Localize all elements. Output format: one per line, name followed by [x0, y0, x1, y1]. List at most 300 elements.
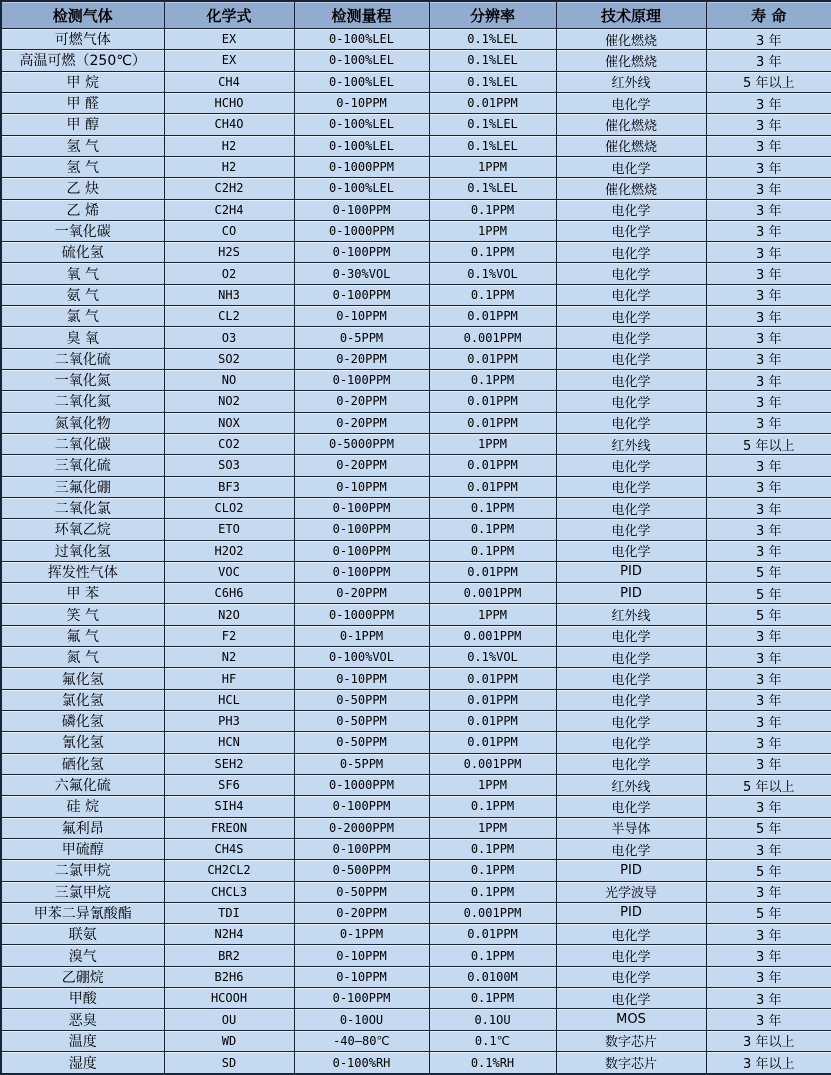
- cell-range: 0-50PPM: [294, 689, 429, 710]
- cell-range: 0-100%VOL: [294, 647, 429, 668]
- cell-range: 0-100PPM: [294, 561, 429, 582]
- cell-life: 3 年: [706, 348, 831, 369]
- cell-principle: 电化学: [556, 92, 706, 113]
- cell-principle: PID: [556, 583, 706, 604]
- cell-gas: 高温可燃（250℃）: [1, 50, 164, 71]
- cell-formula: N2H4: [164, 924, 294, 945]
- cell-principle: 红外线: [556, 774, 706, 795]
- cell-range: 0-100PPM: [294, 838, 429, 859]
- cell-formula: HCHO: [164, 92, 294, 113]
- cell-formula: WD: [164, 1030, 294, 1051]
- cell-life: 3 年: [706, 263, 831, 284]
- table-row: [1, 242, 831, 263]
- table-row: [1, 306, 831, 327]
- cell-gas: 联氨: [1, 924, 164, 945]
- cell-gas: 六氟化硫: [1, 774, 164, 795]
- cell-range: 0-100PPM: [294, 497, 429, 518]
- cell-life: 3 年: [706, 540, 831, 561]
- cell-principle: 电化学: [556, 497, 706, 518]
- cell-gas: 甲苯二异氰酸酯: [1, 902, 164, 923]
- cell-gas: 氮 气: [1, 647, 164, 668]
- cell-range: 0-100%LEL: [294, 178, 429, 199]
- table-row: [1, 391, 831, 412]
- cell-gas: 氯化氢: [1, 689, 164, 710]
- cell-range: 0-1PPM: [294, 924, 429, 945]
- cell-formula: VOC: [164, 561, 294, 582]
- cell-resolution: 0.1PPM: [429, 284, 556, 305]
- table-row: [1, 114, 831, 135]
- cell-formula: CL2: [164, 306, 294, 327]
- cell-principle: 电化学: [556, 348, 706, 369]
- cell-range: 0-1000PPM: [294, 774, 429, 795]
- table-row: [1, 711, 831, 732]
- cell-principle: 电化学: [556, 412, 706, 433]
- table-row: [1, 199, 831, 220]
- table-row: [1, 988, 831, 1009]
- cell-gas: 甲 醛: [1, 92, 164, 113]
- cell-principle: 电化学: [556, 924, 706, 945]
- cell-resolution: 1PPM: [429, 604, 556, 625]
- cell-formula: HCL: [164, 689, 294, 710]
- cell-gas: 温度: [1, 1030, 164, 1051]
- cell-formula: CH4: [164, 71, 294, 92]
- column-header-gas: 检测气体: [1, 1, 164, 29]
- cell-resolution: 0.1PPM: [429, 881, 556, 902]
- cell-formula: CO2: [164, 433, 294, 454]
- cell-principle: 电化学: [556, 199, 706, 220]
- cell-formula: CH4O: [164, 114, 294, 135]
- table-row: [1, 625, 831, 646]
- cell-formula: BR2: [164, 945, 294, 966]
- cell-principle: 电化学: [556, 732, 706, 753]
- cell-resolution: 1PPM: [429, 156, 556, 177]
- cell-range: 0-20PPM: [294, 455, 429, 476]
- table-row: [1, 647, 831, 668]
- cell-principle: 红外线: [556, 433, 706, 454]
- table-row: [1, 1009, 831, 1030]
- cell-formula: NOX: [164, 412, 294, 433]
- cell-formula: SIH4: [164, 796, 294, 817]
- table-row: [1, 838, 831, 859]
- table-row: [1, 284, 831, 305]
- cell-formula: TDI: [164, 902, 294, 923]
- cell-gas: 硅 烷: [1, 796, 164, 817]
- cell-range: 0-1PPM: [294, 625, 429, 646]
- cell-gas: 氟化氢: [1, 668, 164, 689]
- cell-life: 3 年: [706, 156, 831, 177]
- cell-life: 5 年以上: [706, 71, 831, 92]
- cell-resolution: 0.001PPM: [429, 583, 556, 604]
- header-row: [1, 1, 831, 29]
- table-row: [1, 604, 831, 625]
- cell-formula: O2: [164, 263, 294, 284]
- cell-life: 5 年: [706, 583, 831, 604]
- cell-formula: HCN: [164, 732, 294, 753]
- cell-life: 3 年: [706, 689, 831, 710]
- cell-formula: HCOOH: [164, 988, 294, 1009]
- cell-formula: F2: [164, 625, 294, 646]
- table-row: [1, 29, 831, 50]
- cell-life: 5 年: [706, 561, 831, 582]
- table-row: [1, 540, 831, 561]
- cell-principle: 催化燃烧: [556, 50, 706, 71]
- cell-life: 3 年: [706, 455, 831, 476]
- table-row: [1, 860, 831, 881]
- cell-life: 3 年: [706, 29, 831, 50]
- cell-gas: 三氯甲烷: [1, 881, 164, 902]
- cell-resolution: 0.0100M: [429, 966, 556, 987]
- cell-gas: 二氧化氮: [1, 391, 164, 412]
- table-row: [1, 327, 831, 348]
- cell-range: 0-100%LEL: [294, 50, 429, 71]
- cell-range: 0-20PPM: [294, 902, 429, 923]
- cell-resolution: 0.01PPM: [429, 732, 556, 753]
- cell-resolution: 0.1%LEL: [429, 50, 556, 71]
- table-row: [1, 519, 831, 540]
- cell-resolution: 0.01PPM: [429, 924, 556, 945]
- cell-gas: 可燃气体: [1, 29, 164, 50]
- table-row: [1, 796, 831, 817]
- cell-life: 3 年: [706, 647, 831, 668]
- cell-life: 3 年: [706, 988, 831, 1009]
- cell-formula: CHCL3: [164, 881, 294, 902]
- cell-formula: BF3: [164, 476, 294, 497]
- cell-range: 0-100PPM: [294, 540, 429, 561]
- cell-life: 3 年: [706, 519, 831, 540]
- table-row: [1, 370, 831, 391]
- cell-range: 0-20PPM: [294, 391, 429, 412]
- cell-formula: C2H2: [164, 178, 294, 199]
- cell-formula: C6H6: [164, 583, 294, 604]
- cell-life: 3 年: [706, 966, 831, 987]
- cell-formula: NO: [164, 370, 294, 391]
- cell-resolution: 0.1℃: [429, 1030, 556, 1051]
- table-row: [1, 774, 831, 795]
- table-row: [1, 92, 831, 113]
- cell-gas: 挥发性气体: [1, 561, 164, 582]
- cell-resolution: 0.1PPM: [429, 242, 556, 263]
- table-row: [1, 668, 831, 689]
- table-row: [1, 156, 831, 177]
- cell-formula: C2H4: [164, 199, 294, 220]
- cell-formula: SEH2: [164, 753, 294, 774]
- cell-range: 0-10OU: [294, 1009, 429, 1030]
- cell-formula: SF6: [164, 774, 294, 795]
- cell-formula: N2O: [164, 604, 294, 625]
- cell-gas: 氢 气: [1, 156, 164, 177]
- cell-resolution: 0.1PPM: [429, 199, 556, 220]
- table-row: [1, 433, 831, 454]
- cell-principle: 电化学: [556, 156, 706, 177]
- cell-formula: HF: [164, 668, 294, 689]
- cell-life: 3 年: [706, 327, 831, 348]
- cell-gas: 氟 气: [1, 625, 164, 646]
- cell-range: 0-1000PPM: [294, 604, 429, 625]
- cell-principle: PID: [556, 902, 706, 923]
- cell-principle: 红外线: [556, 604, 706, 625]
- table-row: [1, 412, 831, 433]
- cell-life: 3 年: [706, 242, 831, 263]
- cell-range: 0-50PPM: [294, 732, 429, 753]
- cell-resolution: 0.01PPM: [429, 668, 556, 689]
- column-header-principle: 技术原理: [556, 1, 706, 29]
- cell-life: 3 年: [706, 838, 831, 859]
- cell-principle: PID: [556, 561, 706, 582]
- cell-principle: 催化燃烧: [556, 135, 706, 156]
- table-row: [1, 924, 831, 945]
- cell-gas: 一氧化碳: [1, 220, 164, 241]
- cell-range: 0-10PPM: [294, 92, 429, 113]
- column-header-formula: 化学式: [164, 1, 294, 29]
- table-row: [1, 1030, 831, 1051]
- cell-life: 3 年: [706, 753, 831, 774]
- cell-principle: 数字芯片: [556, 1052, 706, 1075]
- cell-life: 3 年: [706, 178, 831, 199]
- cell-principle: MOS: [556, 1009, 706, 1030]
- cell-life: 3 年: [706, 1009, 831, 1030]
- cell-resolution: 0.1PPM: [429, 519, 556, 540]
- cell-resolution: 0.1PPM: [429, 988, 556, 1009]
- cell-life: 3 年以上: [706, 1030, 831, 1051]
- cell-range: 0-100PPM: [294, 242, 429, 263]
- cell-life: 3 年以上: [706, 1052, 831, 1075]
- table-row: [1, 497, 831, 518]
- cell-resolution: 0.1%LEL: [429, 178, 556, 199]
- cell-principle: 电化学: [556, 838, 706, 859]
- cell-principle: 电化学: [556, 391, 706, 412]
- cell-principle: 电化学: [556, 263, 706, 284]
- cell-principle: 电化学: [556, 306, 706, 327]
- table-row: [1, 689, 831, 710]
- cell-principle: 电化学: [556, 455, 706, 476]
- cell-resolution: 0.1PPM: [429, 945, 556, 966]
- cell-gas: 甲 烷: [1, 71, 164, 92]
- cell-gas: 氢 气: [1, 135, 164, 156]
- cell-formula: CO: [164, 220, 294, 241]
- cell-principle: 红外线: [556, 71, 706, 92]
- cell-gas: 过氧化氢: [1, 540, 164, 561]
- cell-principle: 催化燃烧: [556, 114, 706, 135]
- cell-life: 3 年: [706, 945, 831, 966]
- cell-principle: 电化学: [556, 711, 706, 732]
- cell-life: 5 年: [706, 902, 831, 923]
- cell-life: 3 年: [706, 668, 831, 689]
- cell-life: 3 年: [706, 220, 831, 241]
- cell-principle: 电化学: [556, 540, 706, 561]
- cell-principle: 催化燃烧: [556, 29, 706, 50]
- cell-resolution: 0.001PPM: [429, 327, 556, 348]
- cell-range: 0-100%LEL: [294, 114, 429, 135]
- cell-gas: 溴气: [1, 945, 164, 966]
- table-row: [1, 583, 831, 604]
- cell-life: 3 年: [706, 114, 831, 135]
- cell-range: 0-2000PPM: [294, 817, 429, 838]
- cell-gas: 甲酸: [1, 988, 164, 1009]
- cell-principle: 数字芯片: [556, 1030, 706, 1051]
- cell-resolution: 0.1PPM: [429, 838, 556, 859]
- cell-gas: 甲 苯: [1, 583, 164, 604]
- cell-principle: 电化学: [556, 945, 706, 966]
- cell-life: 5 年: [706, 860, 831, 881]
- cell-resolution: 0.01PPM: [429, 412, 556, 433]
- cell-resolution: 1PPM: [429, 220, 556, 241]
- cell-range: 0-100%RH: [294, 1052, 429, 1075]
- cell-gas: 二氧化氯: [1, 497, 164, 518]
- cell-range: 0-5000PPM: [294, 433, 429, 454]
- table-row: [1, 1052, 831, 1075]
- cell-range: 0-20PPM: [294, 348, 429, 369]
- cell-gas: 乙 烯: [1, 199, 164, 220]
- cell-range: 0-10PPM: [294, 306, 429, 327]
- cell-range: -40—80℃: [294, 1030, 429, 1051]
- cell-gas: 三氧化硫: [1, 455, 164, 476]
- cell-principle: PID: [556, 860, 706, 881]
- cell-life: 3 年: [706, 284, 831, 305]
- cell-resolution: 1PPM: [429, 774, 556, 795]
- table-row: [1, 881, 831, 902]
- cell-principle: 电化学: [556, 668, 706, 689]
- table-row: [1, 753, 831, 774]
- cell-range: 0-10PPM: [294, 476, 429, 497]
- cell-life: 3 年: [706, 391, 831, 412]
- cell-range: 0-100PPM: [294, 284, 429, 305]
- cell-resolution: 0.01PPM: [429, 348, 556, 369]
- cell-life: 3 年: [706, 412, 831, 433]
- cell-formula: H2O2: [164, 540, 294, 561]
- cell-resolution: 0.01PPM: [429, 476, 556, 497]
- cell-gas: 二氯甲烷: [1, 860, 164, 881]
- cell-gas: 臭 氧: [1, 327, 164, 348]
- table-row: [1, 263, 831, 284]
- table-row: [1, 902, 831, 923]
- cell-range: 0-10PPM: [294, 668, 429, 689]
- cell-formula: N2: [164, 647, 294, 668]
- cell-range: 0-100PPM: [294, 796, 429, 817]
- cell-principle: 电化学: [556, 689, 706, 710]
- cell-resolution: 0.001PPM: [429, 902, 556, 923]
- cell-formula: NO2: [164, 391, 294, 412]
- cell-principle: 电化学: [556, 647, 706, 668]
- cell-life: 5 年: [706, 817, 831, 838]
- cell-gas: 乙硼烷: [1, 966, 164, 987]
- cell-range: 0-1000PPM: [294, 220, 429, 241]
- table-row: [1, 966, 831, 987]
- cell-gas: 氮氧化物: [1, 412, 164, 433]
- cell-resolution: 0.01PPM: [429, 689, 556, 710]
- cell-life: 3 年: [706, 924, 831, 945]
- cell-gas: 氰化氢: [1, 732, 164, 753]
- table-row: [1, 50, 831, 71]
- table-row: [1, 220, 831, 241]
- column-header-range: 检测量程: [294, 1, 429, 29]
- cell-principle: 电化学: [556, 327, 706, 348]
- cell-formula: CLO2: [164, 497, 294, 518]
- cell-resolution: 0.1OU: [429, 1009, 556, 1030]
- cell-principle: 电化学: [556, 476, 706, 497]
- cell-formula: H2S: [164, 242, 294, 263]
- cell-range: 0-50PPM: [294, 881, 429, 902]
- cell-life: 3 年: [706, 50, 831, 71]
- cell-life: 3 年: [706, 732, 831, 753]
- cell-resolution: 0.1PPM: [429, 497, 556, 518]
- cell-range: 0-5PPM: [294, 753, 429, 774]
- cell-formula: CH2CL2: [164, 860, 294, 881]
- cell-formula: H2: [164, 156, 294, 177]
- cell-resolution: 0.1PPM: [429, 370, 556, 391]
- table-row: [1, 817, 831, 838]
- cell-gas: 硒化氢: [1, 753, 164, 774]
- cell-principle: 电化学: [556, 519, 706, 540]
- cell-formula: H2: [164, 135, 294, 156]
- cell-formula: ETO: [164, 519, 294, 540]
- cell-gas: 氯 气: [1, 306, 164, 327]
- cell-resolution: 0.1PPM: [429, 540, 556, 561]
- cell-range: 0-500PPM: [294, 860, 429, 881]
- cell-gas: 乙 炔: [1, 178, 164, 199]
- cell-life: 3 年: [706, 199, 831, 220]
- cell-resolution: 0.01PPM: [429, 92, 556, 113]
- table-row: [1, 945, 831, 966]
- cell-resolution: 0.1%LEL: [429, 114, 556, 135]
- cell-life: 3 年: [706, 881, 831, 902]
- cell-life: 3 年: [706, 625, 831, 646]
- cell-range: 0-100%LEL: [294, 71, 429, 92]
- cell-range: 0-5PPM: [294, 327, 429, 348]
- cell-principle: 光学波导: [556, 881, 706, 902]
- cell-gas: 恶臭: [1, 1009, 164, 1030]
- cell-resolution: 0.1%LEL: [429, 135, 556, 156]
- cell-formula: SO3: [164, 455, 294, 476]
- cell-life: 3 年: [706, 306, 831, 327]
- cell-resolution: 0.01PPM: [429, 561, 556, 582]
- cell-resolution: 1PPM: [429, 433, 556, 454]
- cell-formula: O3: [164, 327, 294, 348]
- cell-resolution: 0.1%LEL: [429, 71, 556, 92]
- cell-principle: 电化学: [556, 988, 706, 1009]
- table-body: [1, 29, 831, 1075]
- cell-principle: 电化学: [556, 220, 706, 241]
- cell-resolution: 0.01PPM: [429, 711, 556, 732]
- cell-life: 3 年: [706, 135, 831, 156]
- cell-life: 5 年以上: [706, 433, 831, 454]
- cell-range: 0-100PPM: [294, 199, 429, 220]
- cell-range: 0-20PPM: [294, 412, 429, 433]
- table-row: [1, 561, 831, 582]
- cell-principle: 电化学: [556, 242, 706, 263]
- cell-gas: 氧 气: [1, 263, 164, 284]
- cell-formula: SD: [164, 1052, 294, 1075]
- cell-principle: 电化学: [556, 796, 706, 817]
- table-row: [1, 732, 831, 753]
- cell-principle: 催化燃烧: [556, 178, 706, 199]
- cell-life: 5 年: [706, 604, 831, 625]
- cell-gas: 硫化氢: [1, 242, 164, 263]
- cell-gas: 笑 气: [1, 604, 164, 625]
- cell-resolution: 0.1%VOL: [429, 647, 556, 668]
- cell-formula: B2H6: [164, 966, 294, 987]
- cell-resolution: 0.1%RH: [429, 1052, 556, 1075]
- cell-range: 0-100PPM: [294, 519, 429, 540]
- cell-gas: 二氧化硫: [1, 348, 164, 369]
- table-row: [1, 455, 831, 476]
- cell-resolution: 0.1%LEL: [429, 29, 556, 50]
- cell-range: 0-20PPM: [294, 583, 429, 604]
- column-header-life: 寿 命: [706, 1, 831, 29]
- cell-formula: EX: [164, 50, 294, 71]
- cell-gas: 磷化氢: [1, 711, 164, 732]
- cell-gas: 湿度: [1, 1052, 164, 1075]
- cell-formula: CH4S: [164, 838, 294, 859]
